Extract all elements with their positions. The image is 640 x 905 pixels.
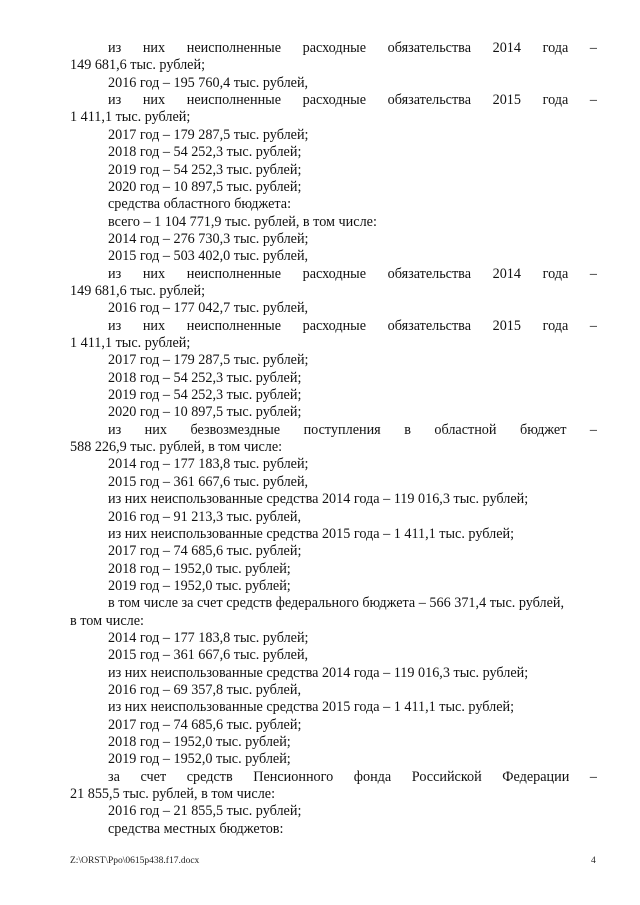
text-line: 2020 год – 10 897,5 тыс. рублей; — [108, 404, 302, 421]
footer-page-number: 4 — [591, 856, 596, 866]
text-line: всего – 1 104 771,9 тыс. рублей, в том числе: — [108, 213, 377, 230]
text-line: 2017 год – 179 287,5 тыс. рублей; — [108, 126, 309, 143]
text-line: из них неиспользованные средства 2014 года – 119 016,3 тыс. рублей; — [108, 491, 529, 508]
text-line: средства областного бюджета: — [108, 196, 292, 213]
text-line: 2017 год – 179 287,5 тыс. рублей; — [108, 352, 309, 369]
text-line: из них неисполненные расходные обязательства 2015 года – — [108, 317, 597, 334]
text-line: из них неисполненные расходные обязательства 2014 года – — [108, 40, 597, 56]
text-line: 2016 год – 69 357,8 тыс. рублей, — [108, 682, 301, 698]
text-line: 2015 год – 361 667,6 тыс. рублей, — [108, 647, 309, 664]
text-line: 2019 год – 1952,0 тыс. рублей; — [108, 751, 291, 768]
text-line: из них неиспользованные средства 2015 года – 1 411,1 тыс. рублей; — [108, 525, 515, 542]
text-line: 2020 год – 10 897,5 тыс. рублей; — [108, 178, 302, 195]
text-line: 2019 год – 54 252,3 тыс. рублей; — [108, 387, 302, 403]
text-line: 2016 год – 91 213,3 тыс. рублей, — [108, 508, 301, 525]
text-line: 2019 год – 1952,0 тыс. рублей; — [108, 577, 291, 594]
text-line: 149 681,6 тыс. рублей; — [70, 282, 206, 299]
text-line: из них неисполненные расходные обязательства 2015 года – — [108, 92, 597, 109]
text-line: 2017 год – 74 685,6 тыс. рублей; — [108, 543, 302, 560]
text-line: 2016 год – 177 042,7 тыс. рублей, — [108, 300, 309, 317]
text-line: из них неиспользованные средства 2015 года – 1 411,1 тыс. рублей; — [108, 699, 515, 716]
text-line: в том числе: — [70, 612, 144, 629]
text-line: 2018 год – 1952,0 тыс. рублей; — [108, 560, 291, 577]
text-line: 2018 год – 54 252,3 тыс. рублей; — [108, 144, 302, 161]
text-line: 588 226,9 тыс. рублей, в том числе: — [70, 439, 283, 456]
footer-file-path: Z:\ORST\Ppo\0615p438.f17.docx — [70, 856, 200, 866]
text-line: 2016 год – 21 855,5 тыс. рублей; — [108, 803, 302, 820]
text-line: в том числе за счет средств федерального бюджета – 566 371,4 тыс. рублей, — [108, 595, 565, 612]
text-line: 1 411,1 тыс. рублей; — [70, 109, 191, 126]
text-line: 2018 год – 1952,0 тыс. рублей; — [108, 734, 291, 750]
text-line: из них неиспользованные средства 2014 года – 119 016,3 тыс. рублей; — [108, 664, 529, 681]
text-line: 2016 год – 195 760,4 тыс. рублей, — [108, 74, 309, 91]
text-line: 2015 год – 503 402,0 тыс. рублей, — [108, 248, 309, 265]
text-line: из них неисполненные расходные обязательства 2014 года – — [108, 265, 597, 282]
text-line: 2015 год – 361 667,6 тыс. рублей, — [108, 473, 309, 490]
text-line: 2014 год – 177 183,8 тыс. рублей; — [108, 456, 309, 473]
text-line: 1 411,1 тыс. рублей; — [70, 335, 191, 351]
text-line: за счет средств Пенсионного фонда Российской Федерации – — [108, 768, 597, 785]
text-line: 21 855,5 тыс. рублей, в том числе: — [70, 786, 276, 803]
text-line: 2014 год – 177 183,8 тыс. рублей; — [108, 629, 309, 646]
text-line: из них безвозмездные поступления в областной бюджет – — [108, 421, 597, 438]
text-line: 2014 год – 276 730,3 тыс. рублей; — [108, 230, 309, 247]
text-line: 2017 год – 74 685,6 тыс. рублей; — [108, 716, 302, 733]
text-line: 2018 год – 54 252,3 тыс. рублей; — [108, 369, 302, 386]
text-line: 2019 год – 54 252,3 тыс. рублей; — [108, 161, 302, 178]
text-line: средства местных бюджетов: — [108, 820, 284, 837]
text-line: 149 681,6 тыс. рублей; — [70, 57, 206, 74]
